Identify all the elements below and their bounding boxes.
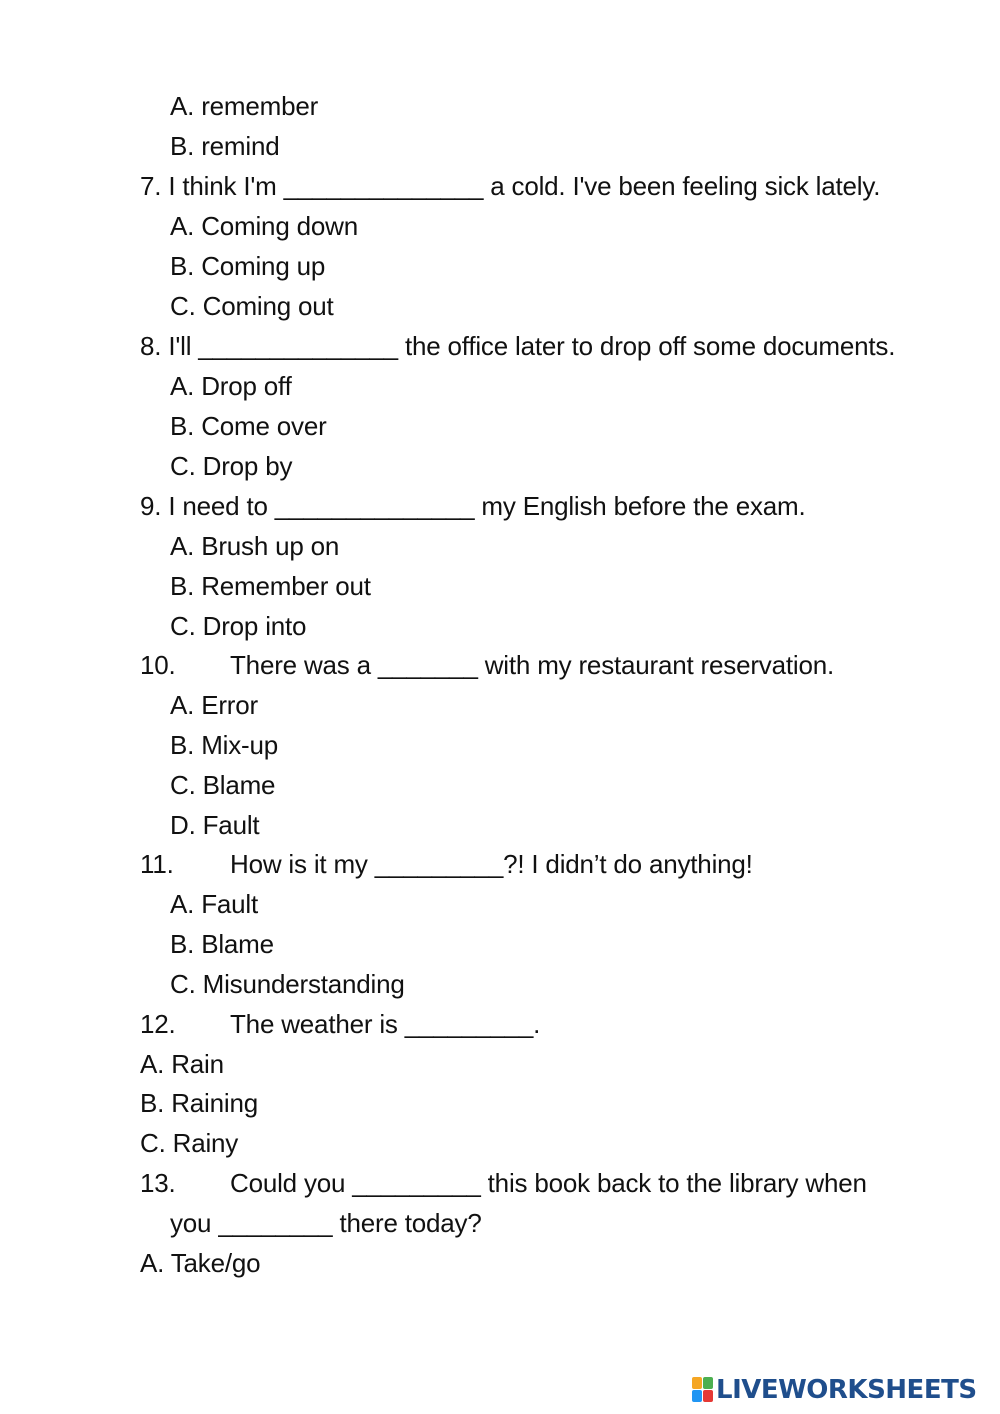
option-8b: B. Come over (170, 411, 327, 441)
question-text: I need to ______________ my English before the exam. (168, 491, 806, 521)
option-8a: A. Drop off (170, 371, 292, 401)
question-10 (140, 645, 834, 685)
question-text: I'll ______________ the office later to drop off some documents. (168, 331, 896, 361)
option-12c: C. Rainy (140, 1128, 239, 1158)
question-number: 11. (140, 849, 174, 879)
option-11b: B. Blame (170, 929, 274, 959)
question-7 (140, 166, 880, 206)
question-number: 8. (140, 331, 162, 361)
question-13-continued: you ________ there today? (170, 1208, 482, 1238)
question-number: 10. (140, 650, 176, 680)
question-text: The weather is _________. (230, 1009, 541, 1039)
question-text: How is it my _________?! I didn’t do anything! (230, 849, 753, 879)
option-10c: C. Blame (170, 770, 276, 800)
option-9a: A. Brush up on (170, 531, 340, 561)
question-13 (140, 1163, 867, 1203)
option-7a: A. Coming down (170, 211, 358, 241)
logo-mark-icon (692, 1377, 714, 1403)
option-9b: B. Remember out (170, 571, 371, 601)
question-text: Could you _________ this book back to the library when (230, 1168, 867, 1198)
option-10d: D. Fault (170, 810, 260, 840)
question-9 (140, 486, 806, 526)
option-10b: B. Mix-up (170, 730, 279, 760)
liveworksheets-logo (692, 1372, 977, 1408)
question-number: 9. (140, 491, 162, 521)
logo-text: LIVEWORKSHEETS (716, 1375, 977, 1405)
question-text: I think I'm ______________ a cold. I've been feeling sick lately. (168, 171, 881, 201)
question-number: 13. (140, 1168, 176, 1198)
option-11c: C. Misunderstanding (170, 969, 405, 999)
option-prev-a: A. remember (170, 91, 319, 121)
option-8c: C. Drop by (170, 451, 293, 481)
question-number: 12. (140, 1009, 176, 1039)
option-10a: A. Error (170, 690, 258, 720)
option-7c: C. Coming out (170, 291, 334, 321)
option-12a: A. Rain (140, 1049, 224, 1079)
option-12b: B. Raining (140, 1088, 258, 1118)
question-8 (140, 326, 895, 366)
question-12 (140, 1004, 541, 1044)
question-11 (140, 844, 753, 884)
option-prev-b: B. remind (170, 131, 280, 161)
question-text: There was a _______ with my restaurant reservation. (230, 650, 834, 680)
option-11a: A. Fault (170, 889, 258, 919)
option-7b: B. Coming up (170, 251, 326, 281)
option-9c: C. Drop into (170, 611, 307, 641)
question-number: 7. (140, 171, 162, 201)
option-13a: A. Take/go (140, 1248, 261, 1278)
